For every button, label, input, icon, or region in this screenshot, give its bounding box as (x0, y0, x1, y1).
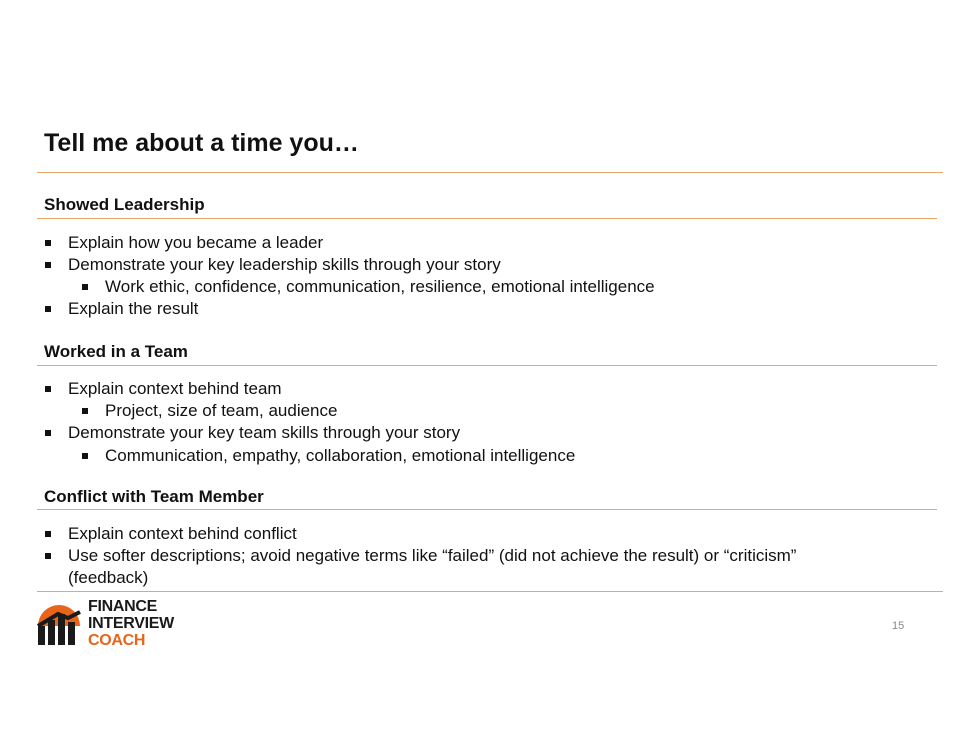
sub-bullet-item: Project, size of team, audience (105, 400, 337, 422)
slide-title: Tell me about a time you… (44, 129, 359, 157)
square-bullet-icon (82, 284, 88, 290)
section-divider-conflict (37, 509, 937, 510)
bullet-item-continuation: (feedback) (68, 568, 149, 587)
logo-wordmark: FINANCE INTERVIEW COACH (88, 598, 174, 649)
section-heading-team: Worked in a Team (44, 342, 188, 361)
finance-interview-coach-logo (36, 598, 186, 648)
section-divider-team (37, 365, 937, 366)
section-heading-leadership: Showed Leadership (44, 195, 205, 214)
square-bullet-icon (82, 453, 88, 459)
square-bullet-icon (45, 240, 51, 246)
square-bullet-icon (82, 408, 88, 414)
section-heading-conflict: Conflict with Team Member (44, 487, 264, 506)
square-bullet-icon (45, 386, 51, 392)
square-bullet-icon (45, 262, 51, 268)
sub-bullet-item: Communication, empathy, collaboration, emotional intelligence (105, 445, 575, 467)
footer-divider (37, 591, 943, 592)
page-number: 15 (892, 620, 905, 632)
bullet-item: Explain how you became a leader (68, 232, 323, 254)
bullet-item: Use softer descriptions; avoid negative terms like “failed” (did not achieve the result) or “criticism” (68, 545, 796, 567)
section-divider-leadership (37, 218, 937, 219)
bullet-item: Explain context behind conflict (68, 523, 297, 545)
sub-bullet-item: Work ethic, confidence, communication, resilience, emotional intelligence (105, 276, 655, 298)
square-bullet-icon (45, 553, 51, 559)
bullet-item: Demonstrate your key leadership skills through your story (68, 254, 501, 276)
title-divider (37, 172, 943, 173)
bullet-item: Demonstrate your key team skills through your story (68, 422, 460, 444)
bullet-item: Explain the result (68, 298, 198, 320)
square-bullet-icon (45, 306, 51, 312)
square-bullet-icon (45, 531, 51, 537)
logo-bars-icon (36, 598, 84, 648)
square-bullet-icon (45, 430, 51, 436)
bullet-item: Explain context behind team (68, 378, 282, 400)
